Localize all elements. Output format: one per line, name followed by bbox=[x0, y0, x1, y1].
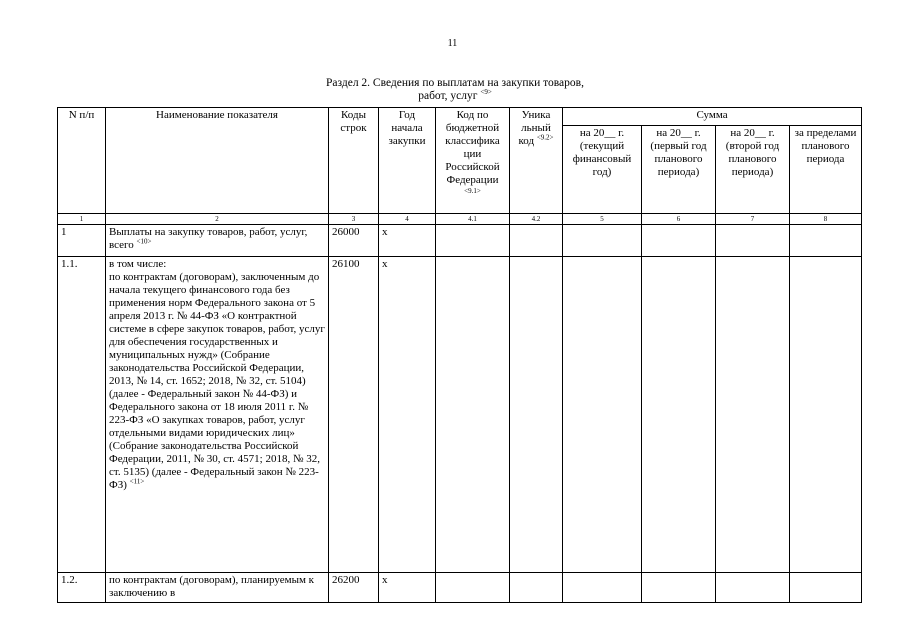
row-unique-code bbox=[510, 225, 563, 257]
row-sum-first-plan-year bbox=[642, 257, 716, 573]
row-sum-second-plan-year bbox=[716, 573, 790, 603]
header-unique-code-text: Уника льный код bbox=[518, 109, 551, 147]
row-number: 1.2. bbox=[58, 573, 106, 603]
column-number: 4.2 bbox=[510, 214, 563, 225]
row-indicator-text: по контрактам (договорам), планируемым к заключению в bbox=[109, 574, 315, 599]
column-number: 4 bbox=[379, 214, 436, 225]
header-budget-classification-ref: <9.1> bbox=[464, 187, 481, 195]
header-row-codes: Коды строк bbox=[329, 108, 379, 214]
row-unique-code bbox=[510, 573, 563, 603]
row-sum-current-year bbox=[563, 573, 642, 603]
row-sum-beyond-plan bbox=[790, 225, 862, 257]
row-sum-second-plan-year bbox=[716, 257, 790, 573]
row-indicator-text: Выплаты на закупку товаров, работ, услуг, всего bbox=[109, 226, 308, 251]
row-sum-beyond-plan bbox=[790, 257, 862, 573]
row-sum-current-year bbox=[563, 257, 642, 573]
column-number: 7 bbox=[716, 214, 790, 225]
row-budget-code bbox=[436, 225, 510, 257]
section-title-footnote-ref: <9> bbox=[480, 88, 492, 97]
row-indicator-name bbox=[106, 257, 329, 573]
row-indicator-name bbox=[106, 573, 329, 603]
column-number: 2 bbox=[106, 214, 329, 225]
section-title bbox=[250, 77, 660, 103]
row-budget-code bbox=[436, 257, 510, 573]
header-unique-code bbox=[510, 108, 563, 214]
payments-table bbox=[57, 107, 862, 603]
header-budget-classification-code bbox=[436, 108, 510, 214]
column-numbers-row bbox=[58, 214, 862, 225]
header-current-year: на 20__ г. (текущий финансовый год) bbox=[563, 126, 642, 214]
section-title-line1: Раздел 2. Сведения по выплатам на закупки товаров, bbox=[326, 77, 584, 89]
section-title-line2 bbox=[250, 90, 660, 103]
header-unique-code-ref: <9.2> bbox=[536, 133, 554, 142]
header-purchase-start-year: Год начала закупки bbox=[379, 108, 436, 214]
table-row bbox=[58, 225, 862, 257]
header-beyond-plan-period: за пределами планового периода bbox=[790, 126, 862, 214]
row-purchase-year: x bbox=[379, 257, 436, 573]
section-title-line2-text: работ, услуг bbox=[418, 90, 478, 102]
header-second-plan-year: на 20__ г. (второй год планового периода) bbox=[716, 126, 790, 214]
header-budget-classification-text: Код по бюджетной классифика ции Российской Федерации bbox=[445, 109, 500, 186]
row-sum-first-plan-year bbox=[642, 225, 716, 257]
row-code: 26100 bbox=[329, 257, 379, 573]
row-unique-code bbox=[510, 257, 563, 573]
row-purchase-year: x bbox=[379, 225, 436, 257]
column-number: 3 bbox=[329, 214, 379, 225]
header-indicator-name: Наименование показателя bbox=[106, 108, 329, 214]
header-row-1 bbox=[58, 108, 862, 126]
row-footnote-ref: <11> bbox=[129, 477, 145, 486]
row-footnote-ref: <10> bbox=[136, 237, 152, 246]
row-indicator-text: в том числе: по контрактам (договорам), заключенным до начала текущего финансового года без применения норм Федерального закона от 5 апреля 2013 г. № 44-ФЗ «О контрактной системе в сфере закупок товаров, работ, услуг для обеспечения государственных и муниципальных нужд» (Собрание законодательства Российской Федерации, 2013, № 14, ст. 1652; 2018, № 32, ст. 5104) (далее - Федеральный закон № 44-ФЗ) и Федерального закона от 18 июля 2011 г. № 223-ФЗ «О закупках товаров, работ, услуг отдельными видами юридических лиц» (Собрание законодательства Российской Федерации, 2011, № 30, ст. 4571; 2018, № 32, ст. 5135) (далее - Федеральный закон № 223-ФЗ) bbox=[109, 258, 325, 491]
header-row-number: N п/п bbox=[58, 108, 106, 214]
header-sum: Сумма bbox=[563, 108, 862, 126]
row-sum-beyond-plan bbox=[790, 573, 862, 603]
row-purchase-year: x bbox=[379, 573, 436, 603]
column-number: 5 bbox=[563, 214, 642, 225]
header-first-plan-year: на 20__ г. (первый год планового периода) bbox=[642, 126, 716, 214]
column-number: 4.1 bbox=[436, 214, 510, 225]
row-code: 26000 bbox=[329, 225, 379, 257]
table-row bbox=[58, 257, 862, 573]
row-sum-current-year bbox=[563, 225, 642, 257]
table-row bbox=[58, 573, 862, 603]
row-budget-code bbox=[436, 573, 510, 603]
row-indicator-name bbox=[106, 225, 329, 257]
row-sum-first-plan-year bbox=[642, 573, 716, 603]
column-number: 1 bbox=[58, 214, 106, 225]
page-number: 11 bbox=[447, 38, 458, 49]
row-code: 26200 bbox=[329, 573, 379, 603]
column-number: 8 bbox=[790, 214, 862, 225]
column-number: 6 bbox=[642, 214, 716, 225]
row-sum-second-plan-year bbox=[716, 225, 790, 257]
row-number: 1.1. bbox=[58, 257, 106, 573]
row-number: 1 bbox=[58, 225, 106, 257]
